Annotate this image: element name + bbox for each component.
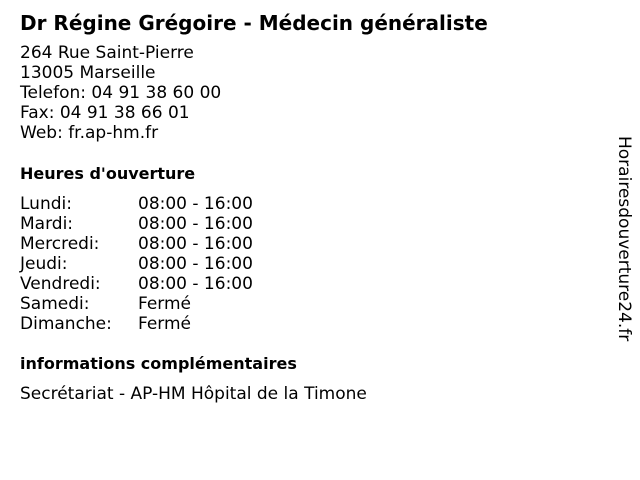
hours-time: 08:00 - 16:00 — [138, 274, 253, 294]
hours-time: 08:00 - 16:00 — [138, 234, 253, 254]
hours-day: Vendredi: — [20, 274, 101, 294]
hours-day: Dimanche: — [20, 314, 112, 334]
additional-info-text: Secrétariat - AP-HM Hôpital de la Timone — [20, 384, 367, 404]
hours-day: Samedi: — [20, 294, 90, 314]
website-link[interactable]: Web: fr.ap-hm.fr — [20, 123, 159, 143]
hours-time: 08:00 - 16:00 — [138, 214, 253, 234]
contact-address-block — [20, 43, 221, 143]
hours-time: Fermé — [138, 294, 192, 314]
hours-day: Lundi: — [20, 194, 72, 214]
street-address: 264 Rue Saint-Pierre — [20, 43, 194, 63]
hours-day: Mercredi: — [20, 234, 100, 254]
page-title: Dr Régine Grégoire - Médecin généraliste — [20, 11, 488, 35]
hours-time: 08:00 - 16:00 — [138, 254, 253, 274]
fax-number: Fax: 04 91 38 66 01 — [20, 103, 190, 123]
additional-info-heading: informations complémentaires — [20, 354, 297, 373]
hours-time: 08:00 - 16:00 — [138, 194, 253, 214]
site-brand-watermark: Horairesdouverture24.fr — [614, 136, 634, 342]
opening-hours-heading: Heures d'ouverture — [20, 164, 196, 183]
phone-number[interactable]: Telefon: 04 91 38 60 00 — [20, 83, 222, 103]
hours-day: Mardi: — [20, 214, 74, 234]
hours-time: Fermé — [138, 314, 192, 334]
hours-day: Jeudi: — [20, 254, 68, 274]
city-postal-code: 13005 Marseille — [20, 63, 156, 83]
